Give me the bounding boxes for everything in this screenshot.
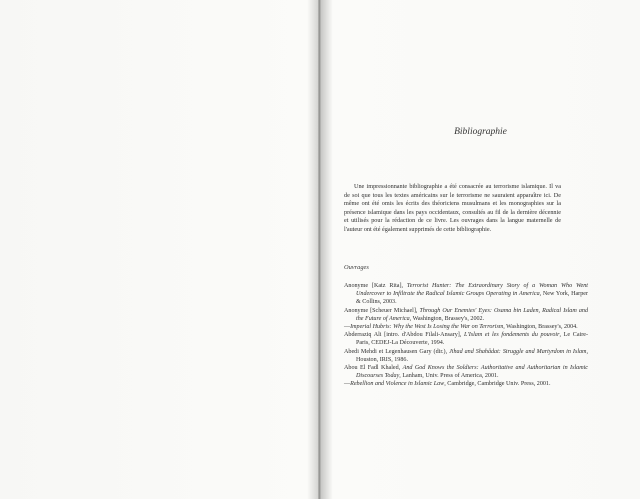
reference-author: Abou El Fadl Khaled, bbox=[344, 365, 403, 372]
reference-publisher: , Cambridge, Cambridge Univ. Press, 2001. bbox=[444, 381, 551, 388]
right-page bbox=[321, 0, 640, 499]
reference-publisher: , Washington, Brassey's, 2004. bbox=[503, 324, 578, 331]
intro-paragraph bbox=[344, 183, 561, 235]
intro-text: Une impressionnante bibliographie a été consacrée au terrorisme islamique. Il va de soi que tous les textes américains sur le terrorisme ne sauraient apparaître ici. De même ont été omis les écrits des théoriciens musulmans et les monographies sur la présence islamique dans les pays occidentaux, consultés au fil de la dernière décennie et utilisés pour la rédaction de ce livre. Les ouvrages dans la langue maternelle de l'auteur ont été également supprimés de cette bibliographie. bbox=[344, 183, 561, 233]
reference-title: Jihad and Shahâdat: Struggle and Martyrdom in Islam bbox=[449, 348, 587, 355]
reference-author: Anonyme [Katz Rita], bbox=[344, 283, 407, 289]
reference-entry bbox=[344, 331, 588, 347]
reference-title: L'Islam et les fondements du pouvoir bbox=[464, 332, 560, 339]
reference-title: Through Our Enemies' Eyes: Osama bin Laden, Radical Islam and the Future of America bbox=[356, 307, 588, 322]
reference-title: Terrorist Hunter: The Extraordinary Story of a Woman Who Went Undercover to Infiltrate the Radical Islamic Groups Operating in America bbox=[356, 283, 588, 298]
reference-list bbox=[344, 282, 588, 389]
reference-publisher: , Houston, IRIS, 1986. bbox=[356, 348, 588, 363]
left-page-blank bbox=[0, 0, 318, 499]
reference-author: — bbox=[344, 324, 351, 331]
page-title: Bibliographie bbox=[454, 127, 507, 137]
reference-publisher: , Washington, Brassey's, 2002. bbox=[409, 315, 485, 322]
reference-author: Abedi Mehdi et Legenhausen Gary (dir.), bbox=[344, 348, 450, 355]
reference-publisher: , New York, Harper & Collins, 2003. bbox=[356, 291, 588, 306]
reference-publisher: , Lanham, Univ. Press of America, 2001. bbox=[399, 373, 499, 380]
reference-entry bbox=[344, 364, 588, 380]
reference-entry bbox=[344, 307, 588, 323]
reference-entry bbox=[344, 282, 588, 307]
reference-title: And God Knows the Soldiers: Authoritative and Authoritarian in Islamic Discourses Today bbox=[356, 365, 588, 380]
reference-author: Abderraziq Ali [intro. d'Abdou Filali-Ansary], bbox=[344, 332, 464, 339]
reference-title: Imperial Hubris: Why the West Is Losing the War on Terrorism bbox=[350, 324, 504, 331]
reference-author: — bbox=[344, 381, 351, 388]
reference-entry bbox=[344, 380, 588, 388]
reference-entry bbox=[344, 323, 588, 331]
reference-entry bbox=[344, 348, 588, 364]
reference-author: Anonyme [Scheuer Michael], bbox=[344, 307, 420, 314]
reference-title: Rebellion and Violence in Islamic Law bbox=[350, 381, 445, 388]
reference-publisher: , Le Caire-Paris, CEDEJ-La Découverte, 1994. bbox=[356, 332, 588, 347]
section-label-ouvrages: Ouvrages bbox=[344, 264, 369, 271]
